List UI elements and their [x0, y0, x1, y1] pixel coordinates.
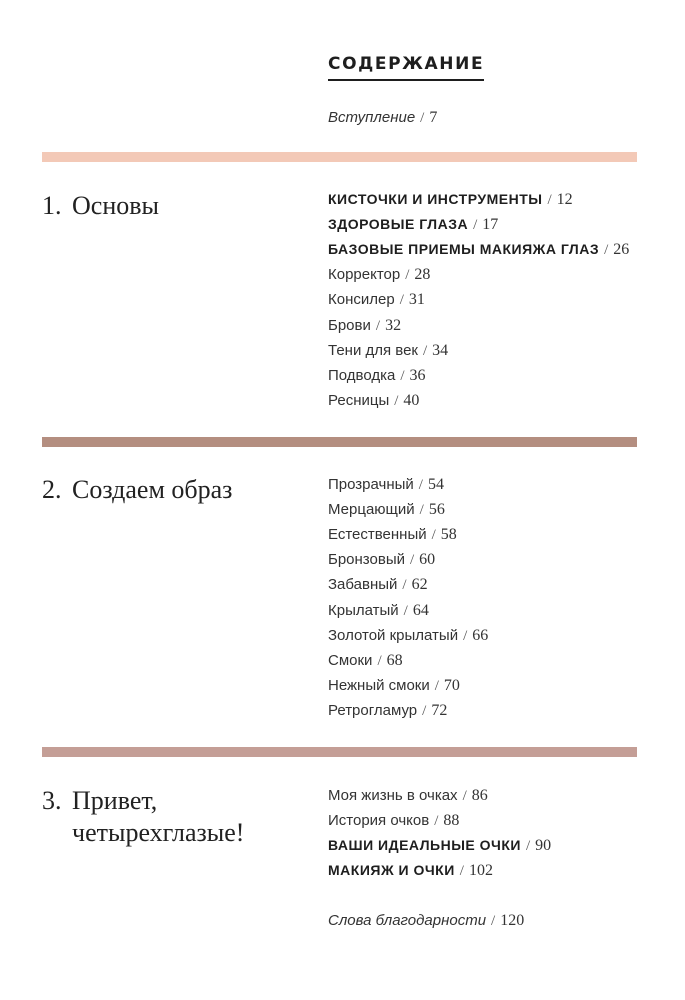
toc-entry-intro[interactable] — [328, 105, 437, 130]
entry-separator: / — [420, 110, 425, 126]
entry-page-number: 90 — [535, 837, 552, 855]
entry-page-number: 60 — [419, 551, 436, 569]
section-1-divider — [42, 152, 637, 162]
entry-label: Бронзовый — [328, 551, 405, 569]
entry-page-number: 40 — [403, 391, 420, 409]
entry-label: Смоки — [328, 651, 373, 669]
toc-entry[interactable] — [328, 363, 426, 388]
entry-label: ЗДОРОВЫЕ ГЛАЗА — [328, 216, 469, 233]
toc-entry[interactable] — [328, 237, 629, 262]
entry-label: Подводка — [328, 366, 396, 384]
section-title-text: Привет, — [72, 786, 158, 815]
entry-separator: / — [604, 242, 609, 259]
entry-label: МАКИЯЖ И ОЧКИ — [328, 862, 455, 879]
entry-separator: / — [405, 267, 410, 284]
entry-page-number: 70 — [443, 676, 460, 694]
entry-page-number: 58 — [440, 526, 457, 544]
entry-page-number: 72 — [431, 701, 448, 719]
entry-separator: / — [463, 627, 468, 644]
toc-entry[interactable] — [328, 497, 445, 522]
section-number: 3. — [42, 786, 62, 815]
entry-separator: / — [547, 192, 552, 208]
entry-page-number: 54 — [427, 476, 444, 493]
toc-entry[interactable] — [328, 472, 444, 497]
toc-entry[interactable] — [328, 212, 498, 237]
toc-entry[interactable] — [328, 522, 457, 547]
entry-page-number: 34 — [432, 341, 449, 359]
entry-label: Брови — [328, 316, 371, 334]
entry-label: Вступление — [328, 109, 416, 126]
toc-entry[interactable] — [328, 388, 419, 413]
section-number: 2. — [42, 475, 62, 504]
entry-page-number: 66 — [472, 626, 489, 644]
entry-page-number: 62 — [411, 576, 428, 594]
toc-entry[interactable] — [328, 598, 429, 623]
entry-separator: / — [394, 392, 399, 409]
toc-title: СОДЕРЖАНИЕ — [328, 54, 484, 81]
toc-entry[interactable] — [328, 572, 428, 597]
section-3-title — [42, 785, 244, 849]
entry-label: КИСТОЧКИ И ИНСТРУМЕНТЫ — [328, 191, 543, 207]
entry-page-number: 26 — [613, 241, 630, 259]
toc-entry[interactable] — [328, 547, 435, 572]
section-1-title — [42, 190, 159, 222]
entry-label: Консилер — [328, 291, 395, 309]
entry-page-number: 7 — [429, 109, 438, 126]
entry-label: Ресницы — [328, 391, 390, 409]
section-2-divider — [42, 437, 637, 447]
entry-separator: / — [422, 702, 427, 719]
toc-entry[interactable] — [328, 623, 488, 648]
entry-label: Естественный — [328, 526, 427, 544]
entry-label: БАЗОВЫЕ ПРИЕМЫ МАКИЯЖА ГЛАЗ — [328, 241, 600, 258]
entry-separator: / — [403, 602, 408, 619]
entry-separator: / — [377, 652, 382, 669]
entry-separator: / — [423, 342, 428, 359]
entry-separator: / — [375, 317, 381, 334]
entry-page-number: 28 — [414, 266, 431, 284]
entry-page-number: 17 — [482, 216, 499, 234]
toc-entry[interactable] — [328, 287, 425, 312]
entry-label: Корректор — [328, 266, 401, 284]
entry-page-number: 68 — [386, 651, 403, 669]
entry-page-number: 120 — [500, 912, 525, 929]
entry-separator: / — [419, 502, 424, 519]
entry-separator: / — [431, 527, 436, 544]
entry-label: Ретрогламур — [328, 701, 418, 719]
section-title-text: Основы — [72, 191, 159, 220]
toc-entry[interactable] — [328, 262, 430, 287]
entry-separator: / — [418, 477, 423, 493]
entry-page-number: 64 — [412, 601, 429, 619]
entry-page-number: 12 — [556, 191, 573, 208]
toc-entry[interactable] — [328, 338, 448, 363]
entry-label: Моя жизнь в очках — [328, 787, 458, 804]
entry-separator: / — [399, 292, 404, 309]
toc-entry[interactable] — [328, 858, 493, 883]
section-3-divider — [42, 747, 637, 757]
entry-separator: / — [459, 863, 464, 880]
entry-label: Золотой крылатый — [328, 626, 459, 644]
entry-label: Забавный — [328, 576, 398, 594]
entry-separator: / — [434, 813, 439, 830]
entry-separator: / — [400, 367, 405, 384]
toc-entry[interactable] — [328, 313, 401, 338]
entry-label: Мерцающий — [328, 501, 415, 519]
entry-label: Слова благодарности — [328, 912, 487, 929]
entry-page-number: 86 — [471, 787, 488, 804]
toc-entry-acknowledgements[interactable] — [328, 908, 524, 933]
toc-entry[interactable] — [328, 783, 488, 808]
entry-separator: / — [462, 788, 467, 804]
entry-page-number: 32 — [385, 316, 402, 334]
section-title-text: Создаем образ — [72, 475, 233, 504]
entry-separator: / — [402, 577, 407, 594]
entry-separator: / — [491, 913, 496, 929]
entry-separator: / — [410, 552, 415, 569]
toc-entry[interactable] — [328, 648, 403, 673]
section-title-line2: четырехглазые! — [72, 818, 245, 847]
entry-page-number: 31 — [408, 291, 425, 309]
entry-label: Нежный смоки — [328, 676, 430, 694]
toc-entry[interactable] — [328, 698, 447, 723]
entry-label: ВАШИ ИДЕАЛЬНЫЕ ОЧКИ — [328, 837, 521, 854]
section-number: 1. — [42, 191, 62, 220]
entry-page-number: 56 — [428, 501, 445, 519]
section-2-title — [42, 474, 232, 506]
toc-entry[interactable] — [328, 187, 573, 212]
entry-page-number: 36 — [409, 366, 426, 384]
entry-label: Тени для век — [328, 341, 418, 359]
entry-separator: / — [473, 217, 478, 234]
entry-separator: / — [434, 677, 439, 694]
toc-entry[interactable] — [328, 833, 551, 858]
entry-label: История очков — [328, 812, 430, 830]
entry-label: Прозрачный — [328, 476, 414, 493]
entry-page-number: 88 — [443, 812, 460, 830]
entry-separator: / — [525, 838, 531, 855]
entry-label: Крылатый — [328, 601, 399, 619]
toc-entry[interactable] — [328, 673, 460, 698]
toc-entry[interactable] — [328, 808, 459, 833]
entry-page-number: 102 — [468, 862, 493, 880]
